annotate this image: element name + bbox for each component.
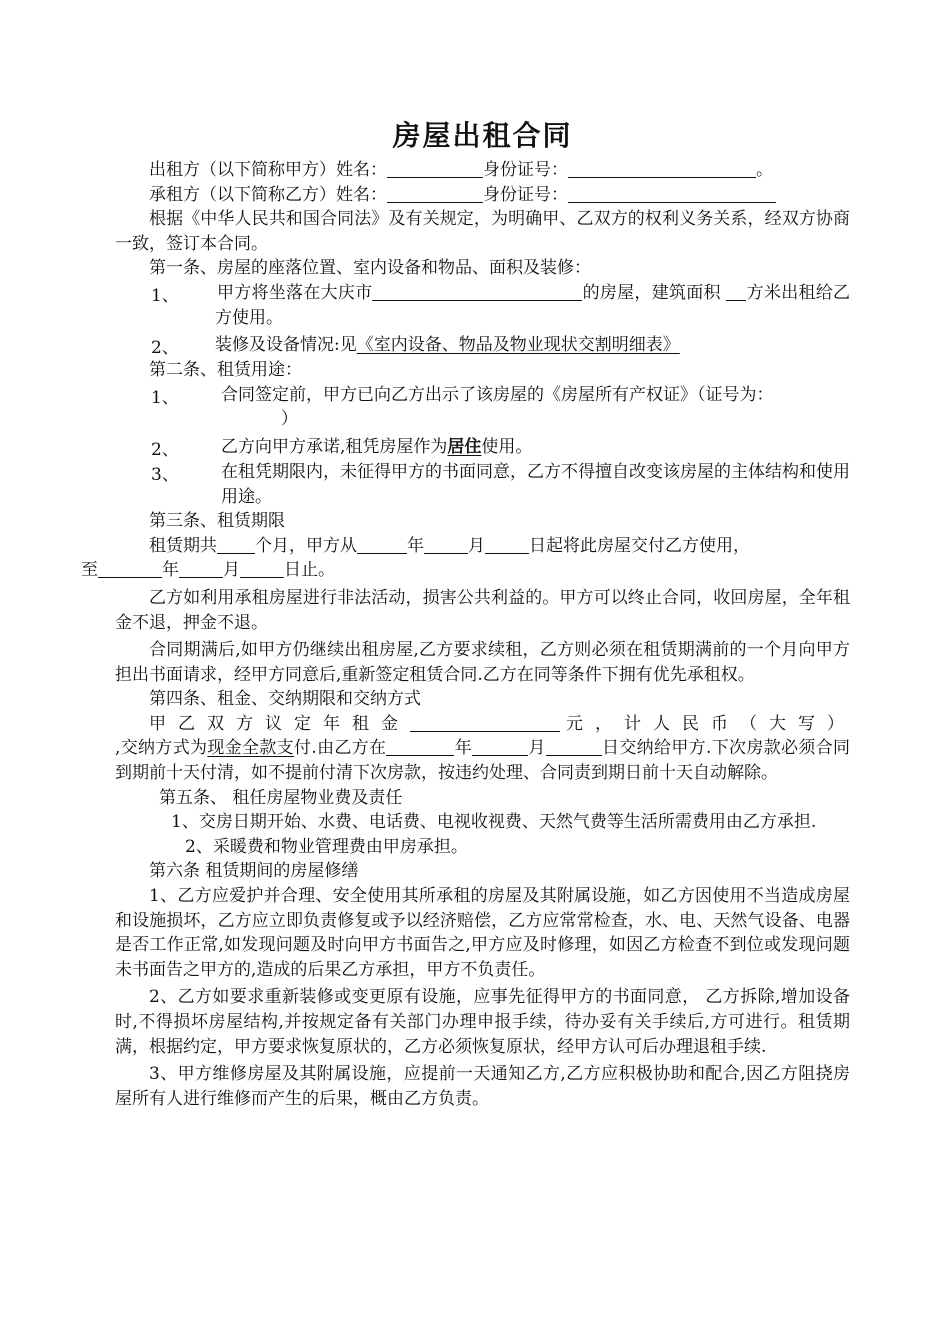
article-1-item-1: 1、 甲方将坐落在大庆市 的房屋，建筑面积 方米出租给乙方使用。 [151, 282, 851, 328]
article-2-title: 第二条、租赁用途： [149, 360, 302, 381]
article-6-title: 第六条 租赁期间的房屋修缮 [149, 861, 359, 882]
end-year-blank[interactable] [98, 559, 162, 578]
article-2-item-3: 3、 在租凭期限内，未征得甲方的书面同意，乙方不得擅自改变该房屋的主体结构和使用用途。 [151, 461, 850, 507]
contract-page [81, 118, 851, 1111]
article-1-item-2: 2、 装修及设备情况:见《室内设备、物品及物业现状交割明细表》 [151, 335, 680, 359]
area-blank[interactable] [726, 282, 746, 301]
end-month-blank[interactable] [179, 559, 223, 578]
lessee-id-blank[interactable] [568, 184, 776, 203]
article-2-item-1: 1、 合同签定前，甲方已向乙方出示了该房屋的《房屋所有产权证》（证号为： ） [151, 384, 774, 430]
article-6-item-3: 3、甲方维修房屋及其附属设施，应提前一天通知乙方,乙方应积极协助和配合,因乙方阻挠房屋所有人进行维修而产生的后果，概由乙方负责。 [115, 1064, 850, 1109]
article-4-payment: ,交纳方式为现金全款支付.由乙方在 年 月 日交纳给甲方.下次房款必须合同到期前十天付清，如不提前付清下次房款，按违约处理、合同责到期日前十天自动解除。 [115, 738, 851, 784]
lessee-line: 承租方（以下简称乙方）姓名： 身份证号： [115, 183, 850, 208]
start-month-blank[interactable] [424, 535, 468, 554]
article-6-item-1: 1、乙方应爱护并合理、安全使用其所承租的房屋及其附属设施，如乙方因使用不当造成房屋和设施损坏，乙方应立即负责修复或予以经济赔偿，乙方应常常检查，水、电、天然气设备、电器是否工作正常,如发现问题及时向甲方书面告之,甲方应及时修理，如因乙方检查不到位或发现问题未书面告之甲方的,造成的后果乙方承担，甲方不负责任。 [115, 886, 850, 980]
months-blank[interactable] [217, 535, 255, 554]
lessee-name-blank[interactable] [387, 184, 483, 203]
article-6-item-2: 2、乙方如要求重新装修或变更原有设施，应事先征得甲方的书面同意， 乙方拆除,增加设备时,不得损坏房屋结构,并按规定备有关部门办理申报手续，待办妥有关手续后,方可进行。租赁期满，根据约定，甲方要求恢复原状的，乙方必须恢复原状，经甲方认可后办理退租手续. [115, 987, 850, 1057]
address-blank[interactable] [372, 282, 582, 301]
pay-day-blank[interactable] [546, 737, 602, 756]
article-5-item-1: 1、交房日期开始、水费、电话费、电视收视费、天然气费等生活所需费用由乙方承担. [171, 812, 817, 833]
intro-paragraph: 根据《中华人民共和国合同法》及有关规定，为明确甲、乙双方的权利义务关系，经双方协商一致，签订本合同。 [115, 209, 850, 254]
article-3-paragraph-2: 乙方如利用承租房屋进行非法活动，损害公共利益的。甲方可以终止合同，收回房屋，全年租金不退，押金不退。 [115, 587, 850, 633]
article-5-item-2: 2、采暖费和物业管理费由甲房承担。 [185, 836, 468, 857]
page-title: 房屋出租合同 [392, 119, 573, 152]
pay-year-blank[interactable] [386, 737, 454, 756]
inventory-table-link: 《室内设备、物品及物业现状交割明细表》 [356, 335, 680, 356]
lessor-name-blank[interactable] [387, 159, 483, 178]
article-3-term: 租赁期共 个月，甲方从 年 月 日起将此房屋交付乙方使用， 至 年 月 日止。 [81, 535, 750, 581]
lessor-line: 出租方（以下简称甲方）姓名： 身份证号： 。 [149, 160, 773, 180]
pay-month-blank[interactable] [472, 737, 528, 756]
article-4-title: 第四条、租金、交纳期限和交纳方式 [149, 689, 421, 710]
article-4-rent-line: 甲乙双方议定年租金 元，计人民币（大写） [149, 713, 850, 734]
lessor-id-blank[interactable] [568, 159, 756, 178]
article-3-paragraph-3: 合同期满后,如甲方仍继续出租房屋,乙方要求续租，乙方则必须在租赁期满前的一个月向甲方担出书面请求，经甲方同意后,重新签定租赁合同.乙方在同等条件下拥有优先承租权。 [115, 640, 850, 685]
start-year-blank[interactable] [357, 535, 407, 554]
article-5-title: 第五条、 租任房屋物业费及责任 [159, 787, 403, 808]
article-2-item-2: 2、 乙方向甲方承诺,租凭房屋作为居住使用。 [151, 436, 533, 460]
article-1-title: 第一条、房屋的座落位置、室内设备和物品、面积及装修： [149, 258, 591, 279]
article-3-title: 第三条、租赁期限 [149, 511, 285, 532]
end-day-blank[interactable] [240, 559, 284, 578]
annual-rent-blank[interactable] [410, 713, 560, 732]
start-day-blank[interactable] [485, 535, 529, 554]
